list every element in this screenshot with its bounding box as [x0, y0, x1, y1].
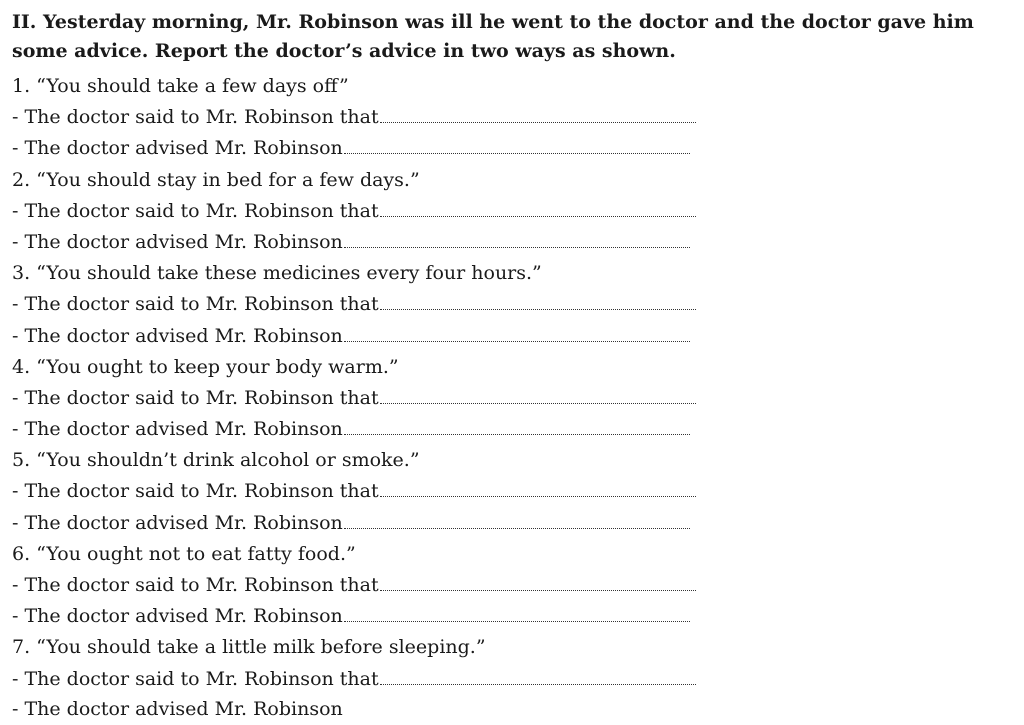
item-3-said-line — [12, 289, 1012, 320]
item-5-advised-line — [12, 508, 1012, 539]
advised-prefix: - The doctor advised Mr. Robinson — [12, 324, 343, 347]
answer-blank[interactable] — [344, 619, 690, 622]
said-prefix: - The doctor said to Mr. Robinson that — [12, 574, 379, 596]
item-7-quote: 7. “You should take a little milk before sleeping.” — [12, 636, 486, 659]
item-6-advised-line — [12, 601, 1012, 632]
advised-prefix: - The doctor advised Mr. Robinson — [12, 230, 343, 253]
item-4-said-line — [12, 383, 1012, 414]
item-1-quote: 1. “You should take a few days off” — [12, 75, 349, 97]
said-prefix: - The doctor said to Mr. Robinson that — [12, 106, 379, 129]
item-2-quote: 2. “You should stay in bed for a few days.” — [12, 168, 420, 191]
answer-blank[interactable] — [344, 245, 690, 248]
advised-prefix: - The doctor advised Mr. Robinson — [12, 137, 343, 160]
item-1-advised-line — [12, 133, 1012, 164]
item-5-said-line — [12, 476, 1012, 507]
said-prefix: - The doctor said to Mr. Robinson that — [12, 293, 379, 316]
item-2-said-line — [12, 196, 1012, 227]
answer-blank[interactable] — [344, 339, 690, 342]
item-2-advised-line — [12, 227, 1012, 258]
answer-blank[interactable] — [380, 120, 696, 123]
item-1-said-line — [12, 102, 1012, 133]
said-prefix: - The doctor said to Mr. Robinson that — [12, 480, 379, 503]
item-6-quote: 6. “You ought not to eat fatty food.” — [12, 542, 356, 565]
item-5-quote: 5. “You shouldn’t drink alcohol or smoke.” — [12, 449, 420, 472]
answer-blank[interactable] — [344, 526, 690, 529]
item-6-said-line — [12, 570, 1012, 601]
item-4-quote: 4. “You ought to keep your body warm.” — [12, 355, 399, 378]
item-4-advised-line — [12, 414, 1012, 445]
item-7-advised-line — [12, 694, 343, 725]
answer-blank[interactable] — [380, 214, 696, 217]
answer-blank[interactable] — [380, 401, 696, 404]
said-prefix: - The doctor said to Mr. Robinson that — [12, 199, 379, 222]
said-prefix: - The doctor said to Mr. Robinson that — [12, 386, 379, 409]
item-7-said-line — [12, 664, 1012, 695]
answer-blank[interactable] — [380, 682, 696, 685]
answer-blank[interactable] — [380, 588, 696, 591]
exercise-heading: II. Yesterday morning, Mr. Robinson was ill he went to the doctor and the doctor gave him some advice. Report the doctor’s advice in two ways as shown. — [12, 11, 974, 62]
advised-prefix: - The doctor advised Mr. Robinson — [12, 605, 343, 628]
advised-prefix: - The doctor advised Mr. Robinson — [12, 511, 343, 534]
advised-prefix: - The doctor advised Mr. Robinson — [12, 418, 343, 441]
answer-blank[interactable] — [380, 494, 696, 497]
answer-blank[interactable] — [380, 307, 696, 310]
answer-blank[interactable] — [344, 432, 690, 435]
said-prefix: - The doctor said to Mr. Robinson that — [12, 667, 379, 690]
item-3-advised-line — [12, 321, 1012, 352]
item-3-quote: 3. “You should take these medicines every four hours.” — [12, 262, 542, 285]
advised-prefix: - The doctor advised Mr. Robinson — [12, 698, 343, 720]
exercise-list — [12, 71, 1012, 695]
answer-blank[interactable] — [344, 151, 690, 154]
